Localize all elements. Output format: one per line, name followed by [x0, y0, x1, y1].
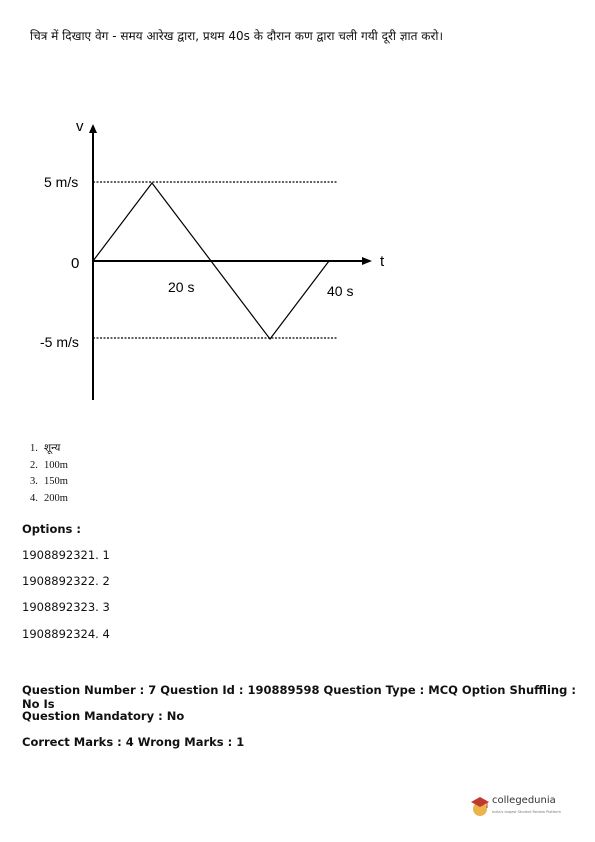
answer-choices	[30, 441, 68, 507]
choice-item: 2. 100m	[30, 459, 68, 471]
velocity-time-graph	[0, 0, 595, 420]
option-item: 1908892323. 3	[22, 600, 110, 614]
y-axis-arrow	[89, 124, 97, 133]
question-meta-line1: Question Number : 7 Question Id : 190889598 Question Type : MCQ Option Shuffling : No Is	[22, 683, 576, 711]
choice-item: 3. 150m	[30, 476, 68, 487]
question-meta-line2: Question Mandatory : No	[22, 709, 185, 723]
y-tick-top: 5 m/s	[44, 174, 79, 190]
x-axis-arrow	[362, 257, 372, 265]
x-tick-40: 40 s	[327, 283, 354, 299]
option-item: 1908892321. 1	[22, 548, 110, 562]
origin-label: 0	[71, 255, 80, 272]
graduation-cap-icon	[470, 795, 490, 817]
logo-tagline: India's largest Student Review Platform	[492, 810, 561, 814]
option-item: 1908892324. 4	[22, 627, 110, 641]
x-tick-20: 20 s	[168, 279, 195, 295]
logo-name: collegedunia	[492, 795, 556, 806]
option-item: 1908892322. 2	[22, 574, 110, 588]
question-meta-line3: Correct Marks : 4 Wrong Marks : 1	[22, 735, 245, 749]
options-heading: Options :	[22, 522, 81, 536]
choice-item: 1. शून्य	[30, 443, 61, 454]
y-tick-bottom: -5 m/s	[40, 334, 79, 350]
choice-item: 4. 200m	[30, 492, 68, 504]
collegedunia-logo	[470, 793, 570, 823]
x-axis-label: t	[380, 253, 385, 270]
y-axis-label: v	[76, 118, 84, 135]
question-text: चित्र में दिखाए वेग - समय आरेख द्वारा, प्रथम 40s के दौरान कण द्वारा चली गयी दूरी ज्ञात करो।	[30, 29, 444, 43]
